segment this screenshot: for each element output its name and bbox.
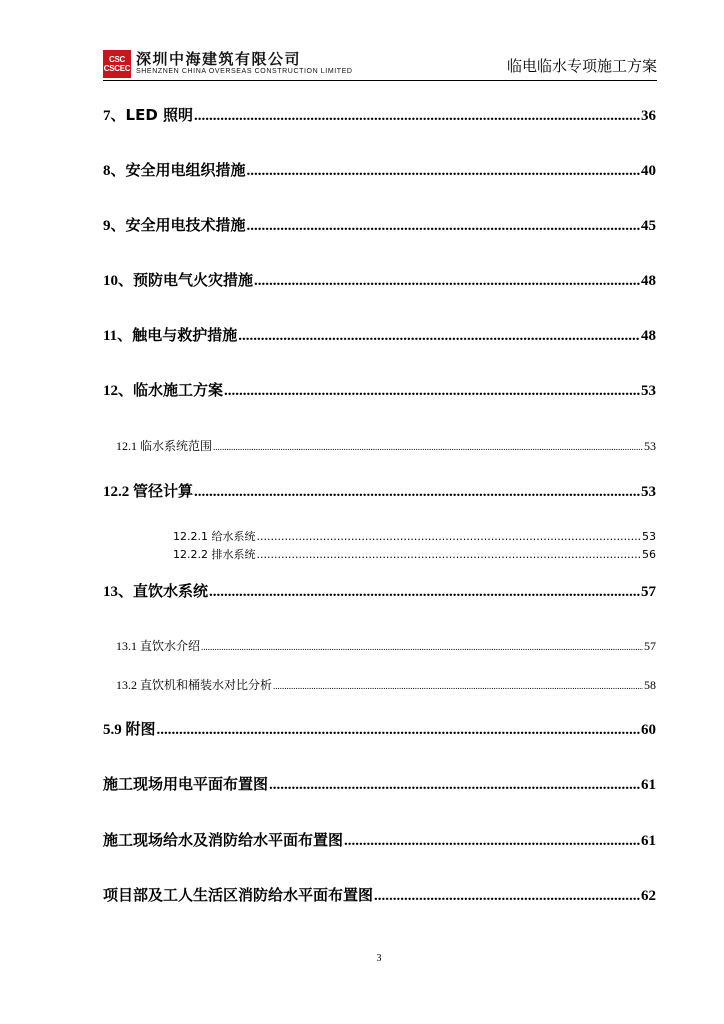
dot-leader	[213, 442, 643, 452]
toc-entry-page: 53	[641, 383, 656, 399]
toc-entry-number: 13.1	[116, 639, 140, 653]
company-logo	[103, 50, 131, 78]
toc-entry-page: 56	[642, 548, 656, 561]
toc-entry[interactable]	[103, 718, 656, 739]
dot-leader	[273, 681, 643, 691]
toc-entry-title: 直饮水系统	[133, 582, 209, 600]
dot-leader	[194, 108, 640, 125]
toc-entry-number: 12.2	[103, 484, 133, 500]
toc-entry-title: 附图	[125, 720, 156, 738]
dot-leader	[247, 218, 640, 235]
toc-entry-number: 12.2.2	[173, 548, 212, 561]
dot-leader	[194, 484, 640, 501]
toc-entry-title: 临水施工方案	[133, 381, 224, 399]
toc-entry-page: 62	[641, 888, 656, 904]
toc-entry[interactable]	[116, 437, 656, 454]
page-number: 3	[376, 953, 382, 964]
dot-leader	[201, 642, 643, 652]
toc-entry-number: 10、	[103, 273, 134, 289]
toc-entry-page: 58	[644, 678, 656, 692]
document-title: 临电临水专项施工方案	[506, 57, 657, 75]
toc-entry[interactable]	[103, 773, 656, 794]
toc-entry[interactable]	[103, 829, 656, 850]
dot-leader	[247, 163, 640, 180]
toc-entry-title: 排水系统	[211, 548, 256, 561]
toc-entry-page: 48	[641, 273, 656, 289]
dot-leader	[224, 383, 640, 400]
toc-entry-number: 11、	[103, 328, 133, 344]
toc-entry-title: 预防电气火灾措施	[133, 271, 254, 289]
dot-leader	[256, 530, 641, 543]
toc-entry-title: LED 照明	[125, 106, 193, 124]
toc-entry-number: 13、	[103, 584, 134, 600]
toc-entry-page: 53	[642, 530, 656, 543]
toc-entry[interactable]	[103, 580, 656, 601]
toc-entry-title: 管径计算	[133, 482, 194, 500]
toc-entry-number: 12、	[103, 383, 134, 399]
dot-leader	[238, 328, 640, 345]
toc-entry-title: 项目部及工人生活区消防给水平面布置图	[103, 886, 374, 904]
toc-entry[interactable]	[103, 104, 656, 125]
toc-entry-title: 安全用电组织措施	[125, 161, 246, 179]
toc-entry-title: 施工现场用电平面布置图	[103, 775, 269, 793]
toc-entry-title: 给水系统	[211, 530, 256, 543]
toc-entry[interactable]	[173, 546, 656, 562]
toc-entry[interactable]	[116, 676, 656, 693]
toc-entry-number: 12.1	[116, 439, 140, 453]
toc-entry-number: 9、	[103, 218, 126, 234]
toc-entry-title: 安全用电技术措施	[125, 216, 246, 234]
toc-entry[interactable]	[103, 379, 656, 400]
toc-entry[interactable]	[103, 159, 656, 180]
company-name-english: SHENZNEN CHINA OVERSEAS CONSTRUCTION LIMITED	[136, 68, 353, 75]
toc-entry[interactable]	[103, 214, 656, 235]
toc-entry-number: 13.2	[116, 678, 140, 692]
toc-entry[interactable]	[116, 637, 656, 654]
toc-entry-title: 施工现场给水及消防给水平面布置图	[103, 831, 344, 849]
toc-entry-page: 40	[641, 163, 656, 179]
toc-entry-page: 61	[641, 833, 656, 849]
logo-text-top: CSC	[109, 55, 125, 64]
toc-entry-title: 直饮水介绍	[140, 639, 201, 653]
toc-entry[interactable]	[103, 884, 656, 905]
dot-leader	[256, 548, 641, 561]
dot-leader	[374, 888, 640, 905]
dot-leader	[269, 777, 640, 794]
company-name-chinese: 深圳中海建筑有限公司	[136, 50, 302, 68]
toc-entry-number: 7、	[103, 108, 126, 124]
toc-entry-title: 直饮机和桶装水对比分析	[140, 678, 273, 692]
toc-entry-number: 5.9	[103, 722, 126, 738]
dot-leader	[157, 722, 640, 739]
toc-entry[interactable]	[103, 324, 656, 345]
toc-entry[interactable]	[103, 480, 656, 501]
page-header	[103, 48, 657, 78]
toc-entry-page: 61	[641, 777, 656, 793]
toc-entry-page: 45	[641, 218, 656, 234]
toc-entry-number: 8、	[103, 163, 126, 179]
toc-entry-page: 48	[641, 328, 656, 344]
toc-entry-page: 36	[641, 108, 656, 124]
toc-entry-page: 57	[641, 584, 656, 600]
logo-text-bottom: CSCEC	[103, 64, 131, 73]
toc-entry-title: 触电与救护措施	[132, 326, 238, 344]
dot-leader	[254, 273, 640, 290]
toc-entry-page: 53	[644, 439, 656, 453]
toc-entry-page: 53	[641, 484, 656, 500]
toc-entry[interactable]	[173, 528, 656, 544]
toc-entry-title: 临水系统范围	[140, 439, 213, 453]
dot-leader	[344, 833, 640, 850]
toc-entry-page: 57	[644, 639, 656, 653]
header-divider	[103, 80, 657, 81]
toc-entry-number: 12.2.1	[173, 530, 212, 543]
dot-leader	[209, 584, 640, 601]
toc-entry[interactable]	[103, 269, 656, 290]
toc-entry-page: 60	[641, 722, 656, 738]
